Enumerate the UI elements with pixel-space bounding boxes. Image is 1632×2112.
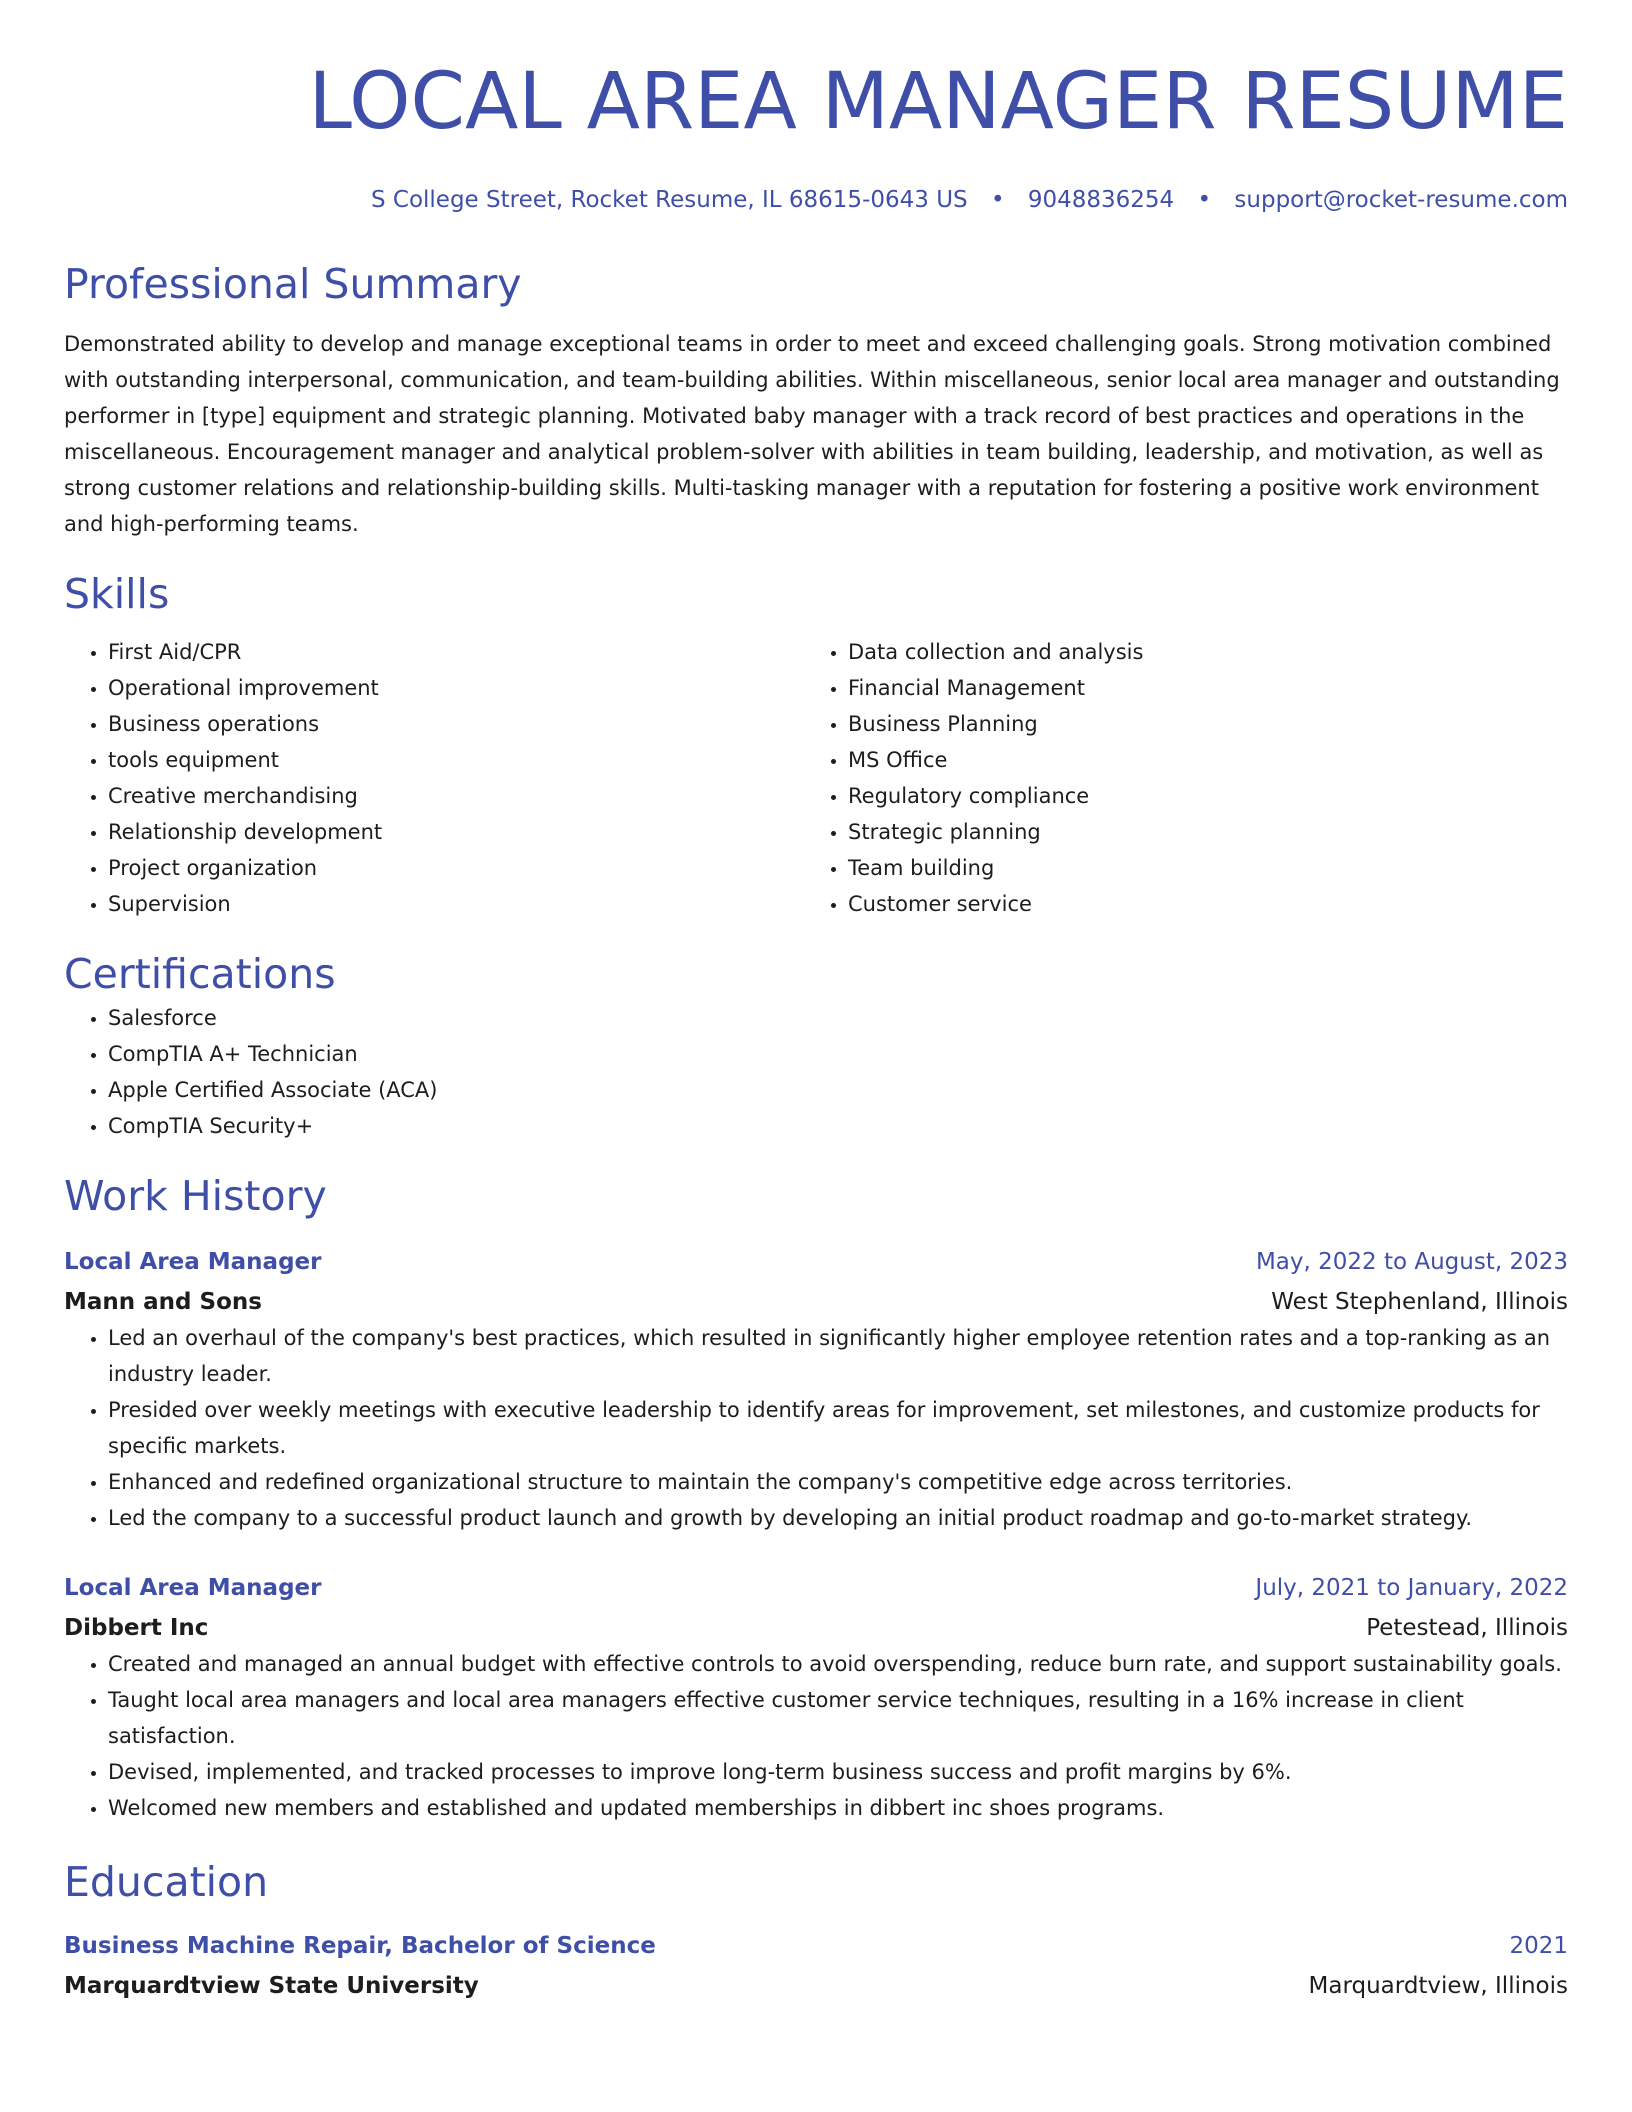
job-title: Local Area Manager — [64, 1575, 322, 1601]
skills-list-right — [804, 634, 1544, 922]
job-company: Dibbert Inc — [64, 1615, 209, 1641]
job-header-row — [64, 1244, 1568, 1280]
skill-item: • Team building — [848, 850, 1544, 886]
section-heading-work-history: Work History — [64, 1172, 327, 1220]
education-degree: Business Machine Repair, Bachelor of Science — [64, 1933, 656, 1959]
education-year: 2021 — [1509, 1933, 1568, 1959]
skill-item: • Operational improvement — [108, 670, 804, 706]
job-bullet: • Created and managed an annual budget with effective controls to avoid overspending, reduce burn rate, and support sustainability goals. — [108, 1646, 1568, 1682]
section-heading-education: Education — [64, 1858, 269, 1906]
job-dates: July, 2021 to January, 2022 — [1255, 1575, 1568, 1601]
skill-item: • Financial Management — [848, 670, 1544, 706]
contact-separator: • — [990, 187, 1005, 213]
certification-item: • CompTIA Security+ — [108, 1108, 1568, 1144]
job-location: Petestead, Illinois — [1366, 1615, 1568, 1641]
summary-text: Demonstrated ability to develop and manage exceptional teams in order to meet and exceed challenging goals. Strong motivation combined with outstanding interpersonal, communication, and team-building abilities. Within miscellaneous, senior local area manager and outstanding performer in [type] equipment and strategic planning. Motivated baby manager with a track record of best practices and operations in the miscellaneous. Encouragement manager and analytical problem-solver with abilities in team building, leadership, and motivation, as well as strong customer relations and relationship-building skills. Multi-tasking manager with a reputation for fostering a positive work environment and high-performing teams. — [64, 332, 1560, 536]
skill-item: • Project organization — [108, 850, 804, 886]
skill-item: • Business Planning — [848, 706, 1544, 742]
skills-grid — [64, 634, 1568, 922]
job-entry — [64, 1244, 1568, 1536]
contact-email: support@rocket-resume.com — [1234, 187, 1568, 213]
skill-item: • tools equipment — [108, 742, 804, 778]
work-history-section — [64, 1170, 1568, 1826]
education-location: Marquardtview, Illinois — [1308, 1973, 1568, 1999]
skill-item: • MS Office — [848, 742, 1544, 778]
job-dates: May, 2022 to August, 2023 — [1255, 1249, 1568, 1275]
skill-item: • Data collection and analysis — [848, 634, 1544, 670]
job-title: Local Area Manager — [64, 1249, 322, 1275]
job-entry — [64, 1570, 1568, 1826]
skill-item: • Business operations — [108, 706, 804, 742]
education-section — [64, 1856, 1568, 2004]
certifications-list — [64, 1000, 1568, 1144]
skill-item: • Supervision — [108, 886, 804, 922]
contact-phone: 9048836254 — [1027, 187, 1175, 213]
job-bullet: • Presided over weekly meetings with executive leadership to identify areas for improvement, set milestones, and customize products for specific markets. — [108, 1392, 1568, 1464]
education-entry — [64, 1928, 1568, 2004]
skill-item: • First Aid/CPR — [108, 634, 804, 670]
skills-list-left — [64, 634, 804, 922]
skill-item: • Regulatory compliance — [848, 778, 1544, 814]
skills-column-left — [64, 634, 804, 922]
section-heading-summary: Professional Summary — [64, 260, 522, 308]
skill-item: • Relationship development — [108, 814, 804, 850]
certification-item: • Apple Certified Associate (ACA) — [108, 1072, 1568, 1108]
job-bullet: • Devised, implemented, and tracked processes to improve long-term business success and profit margins by 6%. — [108, 1754, 1568, 1790]
skill-item: • Strategic planning — [848, 814, 1544, 850]
skills-column-right — [804, 634, 1544, 922]
skill-item: • Creative merchandising — [108, 778, 804, 814]
contact-line — [64, 184, 1568, 216]
contact-separator: • — [1197, 187, 1212, 213]
summary-section — [64, 258, 1568, 542]
job-company-row — [64, 1606, 1568, 1646]
certifications-section — [64, 948, 1568, 1144]
education-school-row — [64, 1964, 1568, 2004]
resume-title: LOCAL AREA MANAGER RESUME — [308, 57, 1568, 147]
certification-item: • CompTIA A+ Technician — [108, 1036, 1568, 1072]
section-heading-skills: Skills — [64, 570, 170, 618]
job-bullets — [64, 1646, 1568, 1826]
resume-header — [64, 0, 1568, 216]
section-heading-certifications: Certifications — [64, 950, 336, 998]
job-company: Mann and Sons — [64, 1289, 262, 1315]
job-header-row — [64, 1570, 1568, 1606]
contact-address: S College Street, Rocket Resume, IL 68615-0643 US — [370, 187, 968, 213]
education-school: Marquardtview State University — [64, 1973, 479, 1999]
job-bullet: • Led an overhaul of the company's best practices, which resulted in significantly higher employee retention rates and a top-ranking as an industry leader. — [108, 1320, 1568, 1392]
job-company-row — [64, 1280, 1568, 1320]
job-bullet: • Welcomed new members and established and updated memberships in dibbert inc shoes programs. — [108, 1790, 1568, 1826]
job-location: West Stephenland, Illinois — [1271, 1289, 1568, 1315]
job-bullets — [64, 1320, 1568, 1536]
skills-section — [64, 568, 1568, 922]
job-bullet: • Taught local area managers and local area managers effective customer service techniques, resulting in a 16% increase in client satisfaction. — [108, 1682, 1568, 1754]
skill-item: • Customer service — [848, 886, 1544, 922]
job-bullet: • Led the company to a successful product launch and growth by developing an initial product roadmap and go-to-market strategy. — [108, 1500, 1568, 1536]
certification-item: • Salesforce — [108, 1000, 1568, 1036]
job-bullet: • Enhanced and redefined organizational structure to maintain the company's competitive edge across territories. — [108, 1464, 1568, 1500]
education-header-row — [64, 1928, 1568, 1964]
